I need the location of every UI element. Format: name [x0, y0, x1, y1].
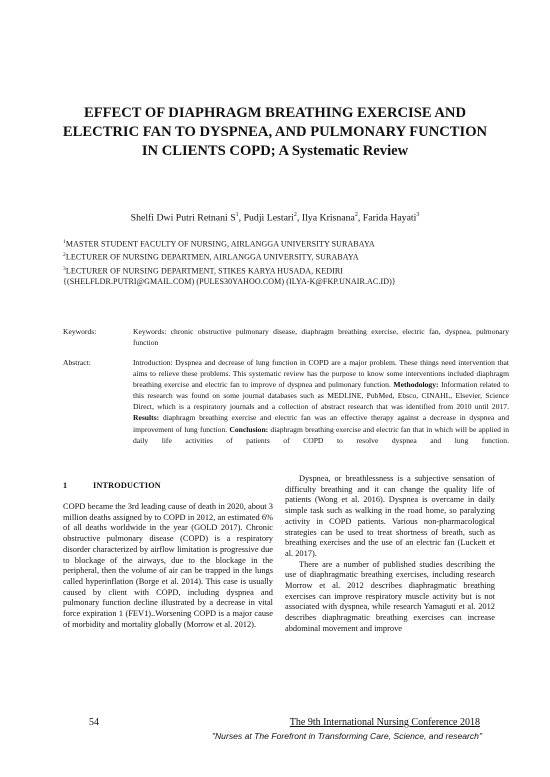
title-line-3: IN CLIENTS COPD; A Systematic Review	[141, 143, 409, 159]
methodology-label: Methodology:	[393, 380, 439, 390]
conference-name: The 9th International Nursing Conference 2018	[289, 717, 480, 728]
abstract-results: diaphragm breathing exercise and electric fan was an effective therapy against a decrease in dyspnea and improvement of lung function.	[133, 413, 509, 434]
section-number: 1	[63, 481, 68, 490]
abstract-label: Abstract:	[63, 358, 91, 367]
conference-motto: "Nurses at The Forefront in Transforming Care, Science, and research"	[211, 731, 482, 741]
affiliation-2: $^2$LECTURER OF NURSING DEPARTMEN, AIRLANGGA UNIVERSITY, SURABAYA	[63, 252, 359, 262]
intro-paragraph-2: Dyspnea, or breathlessness is a subjective sensation of difficulty breathing and it can change the quality life of patients (Wong et al. 2016). Dyspnea is overcame in daily simple task such as walking in the road home, so paralyzing activity in COPD patients. Various non-pharmacological strategies can be used to treat shortness of breath, such as breathing exercises and the use of an electric fan (Luckett et al. 2017).	[285, 474, 495, 558]
paper-title	[60, 104, 490, 161]
conclusion-label: Conclusion:	[229, 424, 269, 434]
intro-paragraph-1: COPD became the 3rd leading cause of death in 2020, about 3 million deaths assigned by to COPD in 2012, an estimated 6% of all deaths worldwide in the year (GOLD 2017). Chronic obstructive pulmonary disease (COPD) is a respiratory disorder characterized by airflow limitation is progressive due to blockage of the airways, due to the blockage in the peripheral, then the volume of air can be trapped in the lungs called hyperinflation (Borge et al. 2014). This case is usually caused by client with COPD, including dyspnea and pulmonary function decline illustrated by a decrease in vital force expiration 1 (FEV1)..Worsening COPD is a major cause of morbidity and mortality globally (Morrow et al. 2012).	[63, 502, 273, 629]
left-column	[63, 502, 273, 630]
title-line-1: EFFECT OF DIAPHRAGM BREATHING EXERCISE AND	[83, 105, 467, 121]
results-label: Results:	[133, 413, 160, 423]
affiliation-3: $^3$LECTURER OF NURSING DEPARTMENT, STIKES KARYA HUSADA, KEDIRI	[63, 265, 344, 276]
affiliation-1: $^1$MASTER STUDENT FACULTY OF NURSING, AIRLANGGA UNIVERSITY SURABAYA	[63, 239, 375, 249]
affiliations	[63, 237, 503, 287]
author-list	[60, 212, 490, 223]
author-4-affil: 3	[416, 212, 420, 218]
abstract-methodology: Information related to this research was found on some journal databases such as MEDLINE, PubMed, Ebsco, CINAHL, Elsevier, Science Direct, which is a respiratory journals and a collection of abstract research that was identified from 2010 until 2017.	[133, 380, 509, 412]
author-2-affil: 2	[293, 212, 297, 218]
abstract-conclusion: diaphragm breathing exercise and electric fan that in which will be applied in daily life activities of patients of COPD to resolve dyspnea and lung function.	[133, 424, 510, 445]
abstract-text	[133, 357, 509, 446]
title-line-2: ELECTRIC FAN TO DYSPNEA, AND PULMONARY FUNCTION	[62, 124, 488, 140]
abstract-introduction: Introduction: Dyspnea and decrease of lung function in COPD are a major problem. These things need intervention that aims to relieve these problems. This systematic review has the purpose to know some interventions included diaphragm breathing exercise and electric fan to improve of dyspnea and pulmonary function.	[133, 358, 509, 390]
keywords-label: Keywords:	[63, 327, 97, 336]
author-1: Shelfi Dwi Putri Retnani S	[130, 212, 236, 224]
author-3-affil: 2	[354, 212, 358, 218]
author-1-affil: 1	[235, 212, 239, 218]
section-heading	[63, 481, 161, 490]
author-2: , Pudji Lestari	[238, 212, 294, 224]
keywords-text: Keywords: chronic obstructive pulmonary disease, diaphragm breathing exercise, electric fan, dyspnea, pulmonary function	[133, 327, 509, 348]
intro-paragraph-3: There are a number of published studies describing the use of diaphragmatic breathing exercises, including research Morrow et al. 2012 describes diaphragmatic breathing exercises can improve respiratory muscle activity but is not associated with dyspnea, while research Yamaguti et al. 2012 describes diaphragmatic breathing exercises can increase abdominal movement and improve	[285, 559, 495, 633]
author-4: , Farida Hayati	[357, 212, 417, 224]
section-title: INTRODUCTION	[93, 481, 161, 490]
author-3: , Ilya Krisnana	[296, 212, 355, 224]
right-column	[285, 474, 495, 635]
author-emails: {(SHELFLDR.PUTRI@GMAIL.COM) (PULES30YAHOO.COM) (ILYA-K@FKP.UNAIR.AC.ID)}	[63, 276, 396, 286]
page-number: 54	[89, 717, 99, 728]
